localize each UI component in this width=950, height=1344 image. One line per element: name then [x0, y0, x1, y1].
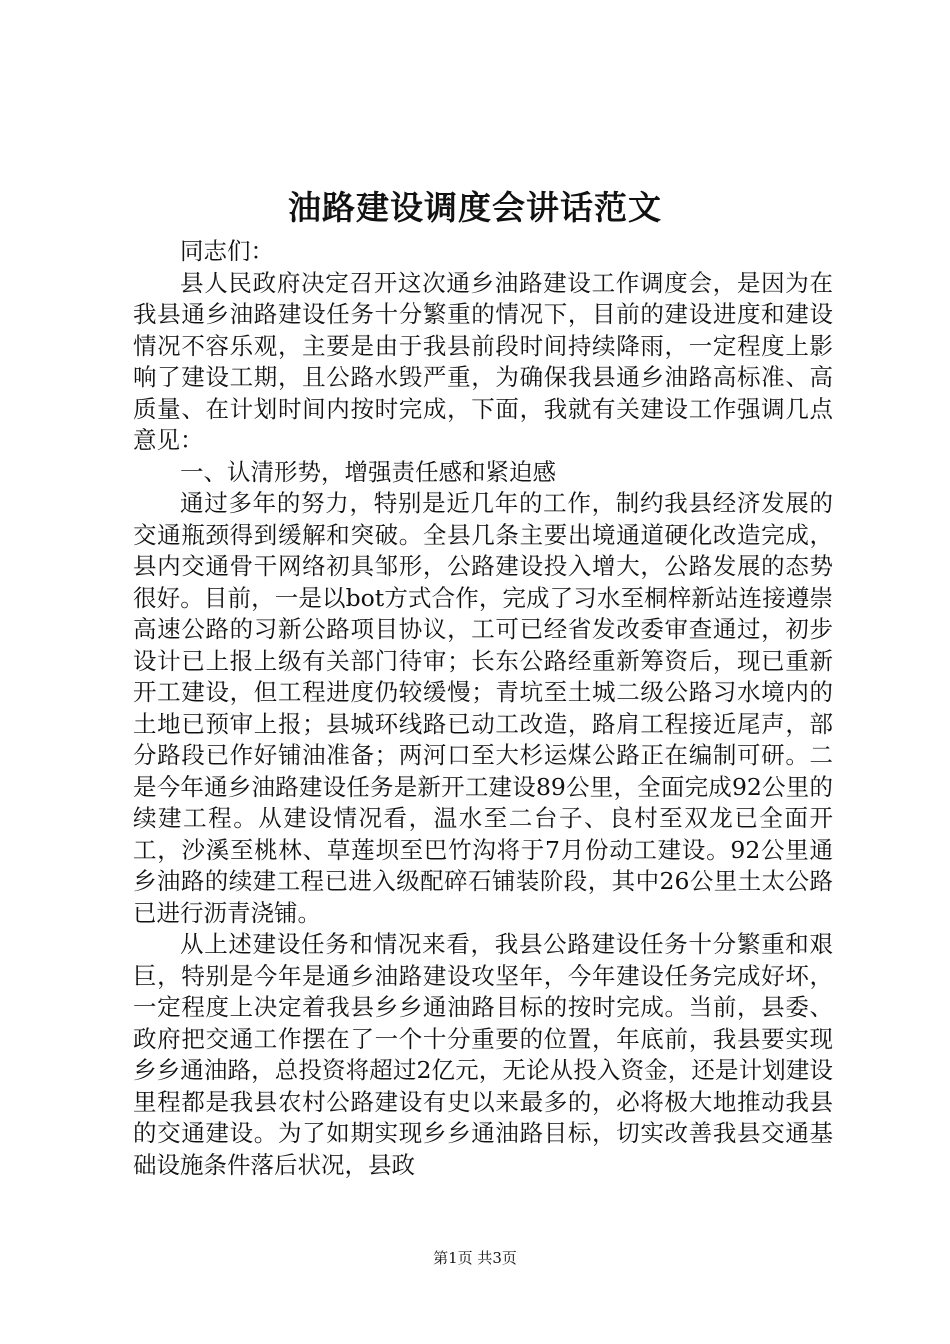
paragraph: 通过多年的努力，特别是近几年的工作，制约我县经济发展的交通瓶颈得到缓解和突破。全县几条主要出境通道硬化改造完成，县内交通骨干网络初具邹形，公路建设投入增大，公路发展的态势很好。目前，一是以bot方式合作，完成了习水至桐梓新站连接遵崇高速公路的习新公路项目协议，工可已经省发改委审查通过，初步设计已上报上级有关部门待审；长东公路经重新筹资后，现已重新开工建设，但工程进度仍较缓慢；青坑至土城二级公路习水境内的土地已预审上报；县城环线路已动工改造，路肩工程接近尾声，部分路段已作好铺油准备；两河口至大杉运煤公路正在编制可研。二是今年通乡油路建设任务是新开工建设89公里，全面完成92公里的续建工程。从建设情况看，温水至二台子、良村至双龙已全面开工，沙溪至桃林、草莲坝至巴竹沟将于7月份动工建设。92公里通乡油路的续建工程已进入级配碎石铺装阶段，其中26公里土太公路已进行沥青浇铺。 [133, 489, 833, 927]
salutation: 同志们： [180, 237, 274, 265]
paragraph: 从上述建设任务和情况来看，我县公路建设任务十分繁重和艰巨，特别是今年是通乡油路建设攻坚年，今年建设任务完成好坏，一定程度上决定着我县乡乡通油路目标的按时完成。当前，县委、政府把交通工作摆在了一个十分重要的位置，年底前，我县要实现乡乡通油路，总投资将超过2亿元，无论从投入资金，还是计划建设里程都是我县农村公路建设有史以来最多的，必将极大地推动我县的交通建设。为了如期实现乡乡通油路目标，切实改善我县交通基础设施条件落后状况，县政 [133, 930, 833, 1179]
document-body [133, 236, 833, 1181]
section-heading: 一、认清形势，增强责任感和紧迫感 [180, 457, 556, 486]
paragraph: 县人民政府决定召开这次通乡油路建设工作调度会，是因为在我县通乡油路建设任务十分繁重的情况下，目前的建设进度和建设情况不容乐观，主要是由于我县前段时间持续降雨，一定程度上影响了建设工期，且公路水毁严重，为确保我县通乡油路高标准、高质量、在计划时间内按时完成，下面，我就有关建设工作强调几点意见： [133, 268, 833, 454]
document-title: 油路建设调度会讲话范文 [288, 188, 662, 227]
page-footer: 第1页 共3页 [433, 1249, 517, 1267]
